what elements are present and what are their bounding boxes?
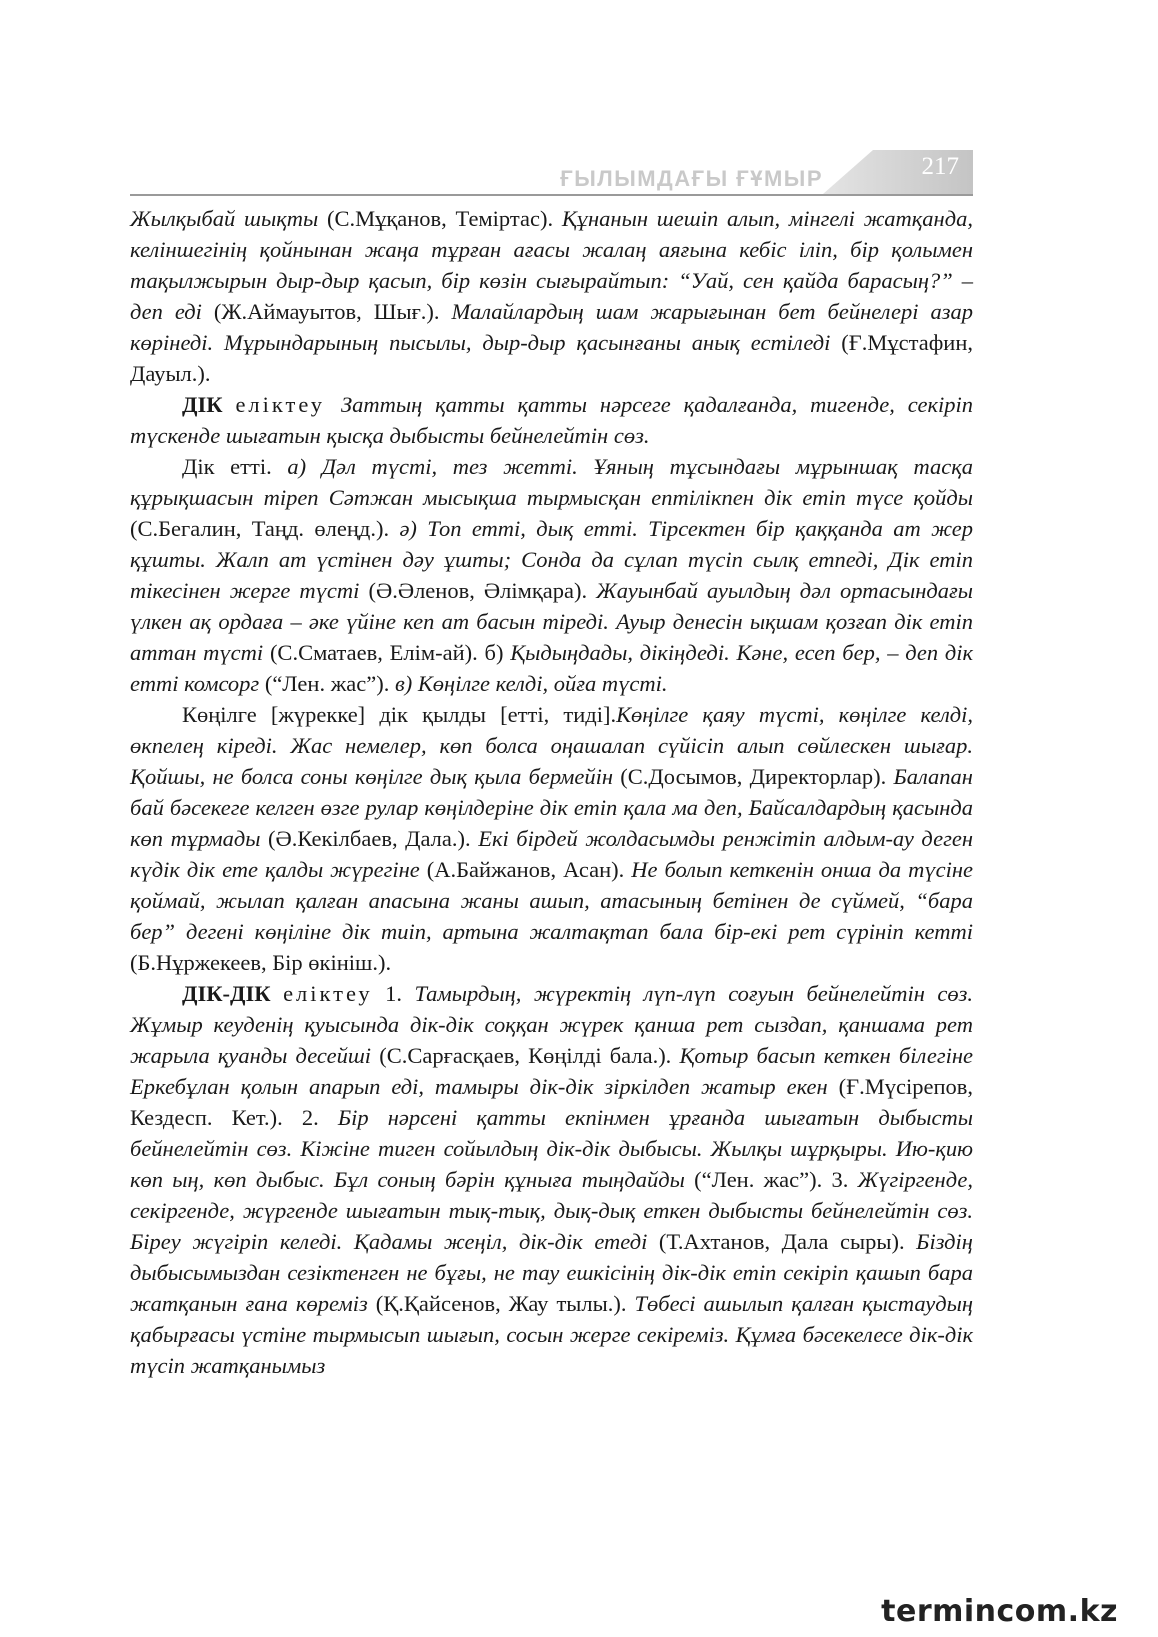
text-run: Біздің дыбысымыздан сезіктенген не бұғы, не тау ешкісінің дік-дік етіп секіріп қашып бара жатқанын ғана көреміз [130, 1229, 973, 1316]
text-run: Жауынбай ауылдың дәл ортасындағы үлкен ақ ордаға – әке үйіне кеп ат басын тіреді. Ауыр денесін ықшам қозғап дік етіп аттан түсті [130, 578, 974, 665]
entry-headword: ДІК-ДІК [182, 981, 284, 1006]
text-run: ә) Топ етті, дық етті. Тірсектен бір қаққанда ат жер құшты. Жалп ат үстінен дәу ұшты; Сонда да сұлап түсіп сылқ етпеді, Дік етіп тікесінен жерге түсті [130, 516, 973, 603]
text-run: Бір нәрсені қатты екпінмен ұрғанда шығатын дыбысты бейнелейтін сөз. Кіжіне тиген сойылдың дік-дік дыбысы. Жылқы шұрқыры. Ию-қию көп ың, көп дыбыс. Бұл соның бәрін құныға тыңдайды [130, 1105, 974, 1192]
text-run: (Ғ.Мүсірепов, Кездесп. Кет.). 2. [130, 1074, 973, 1130]
running-head [130, 150, 973, 196]
paragraph [130, 978, 973, 1381]
text-run: в) Көңілге келді, ойға түсті. [394, 671, 668, 696]
paragraph [130, 203, 973, 389]
text-run: Дік етті. [182, 454, 288, 479]
dictionary-body [130, 203, 973, 1381]
part-of-speech: еліктеу [235, 392, 341, 417]
text-run: (Б.Нұржекеев, Бір өкініш.). [130, 950, 392, 975]
paragraph [130, 451, 973, 699]
paragraph [130, 389, 973, 451]
text-run: (С.Бегалин, Таңд. өлеңд.). [130, 516, 400, 541]
page-number: 217 [921, 153, 959, 180]
text-run: (Ә.Әленов, Әлімқара). [368, 578, 597, 603]
text-run: (С.Досымов, Директорлар). [620, 764, 894, 789]
text-run: Көңілге қаяу түсті, көңілге келді, өкпелең кіреді. Жас немелер, көп болса оңашалап сүйісіп алып сөйлескен шығар. Қойшы, не болса соны көңілге дық қыла бермейін [130, 702, 974, 789]
text-run: Қыдыңдады, дікіңдеді. Кәне, есеп бер, – деп дік етті комсорг [130, 640, 974, 696]
part-of-speech: еліктеу [283, 981, 373, 1006]
text-run: Құнанын шешіп алып, мінгелі жатқанда, келіншегінің қойнынан жаңа тұрған ағасы жалаң аяғына кебіс іліп, бір қолымен тақылжырын дыр-дыр қасып, бір көзін сығырайтып: “Уай, сен қайда барасың?” – деп еді [130, 206, 973, 324]
text-run: Заттың қатты қатты нәрсеге қадалғанда, тигенде, секіріп түскенде шығатын қысқа дыбысты бейнелейтін сөз. [130, 392, 973, 448]
text-run: Төбесі ашылып қалған қыстаудың қабырғасы үстіне тырмысып шығып, сосын жерге секіреміз. Құмға бәсекелесе дік-дік түсіп жатқанымыз [130, 1291, 974, 1378]
header-rule [130, 194, 973, 196]
text-run: Екі бірдей жолдасымды ренжітіп алдым-ау деген күдік дік ете қалды жүрегіне [130, 826, 973, 882]
text-run: Көңілге [жүрекке] дік қылды [етті, тиді]. [182, 702, 617, 727]
text-run: (С.Сматаев, Елім-ай). б) [269, 640, 511, 665]
text-run: (С.Мұқанов, Теміртас). [326, 206, 562, 231]
watermark-logo: termincom.kz [881, 1594, 1118, 1629]
text-run: (Ә.Кекілбаев, Дала.). [268, 826, 479, 851]
text-run: Жылқыбай шықты [130, 206, 327, 231]
text-run: Малайлардың шам жарығынан бет бейнелері азар көрінеді. Мұрындарының пысылы, дыр-дыр қасынғаны анық естіледі [130, 299, 974, 355]
text-run: (“Лен. жас”). [264, 671, 395, 696]
paragraph [130, 699, 973, 978]
text-run: Балапан бай бәсекеге келген өзге рулар көңілдеріне дік етіп қала ма деп, Байсалдардың қасында көп тұрмады [130, 764, 973, 851]
text-run: (Қ.Қайсенов, Жау тылы.). [375, 1291, 635, 1316]
text-run: а) Дәл түсті, тез жетті. Ұяның тұсындағы мұрыншақ тасқа құрықшасын тіреп Сәтжан мысықша тырмысқан ептілікпен дік етіп түсе қойды [130, 454, 973, 510]
text-run: (“Лен. жас”). 3. [694, 1167, 858, 1192]
text-run: (С.Сарғасқаев, Көңілді бала.). [379, 1043, 680, 1068]
text-run: (Ғ.Мұстафин, Дауыл.). [130, 330, 973, 386]
text-run: 1. [372, 981, 415, 1006]
text-run: Жүгіргенде, секіргенде, жүргенде шығатын тық-тық, дық-дық еткен дыбысты бейнелейтін сөз. Біреу жүгіріп келеді. Қадамы жеңіл, дік-дік етеді [130, 1167, 973, 1254]
text-run: (Т.Ахтанов, Дала сыры). [658, 1229, 917, 1254]
text-run: Не болып кеткенін онша да түсіне қоймай, жылап қалған апасына жаны ашып, атасының бетінен де сүймей, “бара бер” дегені көңіліне дік тиіп, артына жалтақтап бала бір-екі рет сүрініп кетті [130, 857, 974, 944]
entry-headword: ДІК [182, 392, 236, 417]
running-head-title: ҒЫЛЫМДАҒЫ ҒҰМЫР [560, 166, 823, 191]
text-run: Тамырдың, жүректің лүп-лүп соғуын бейнелейтін сөз. Жұмыр кеуденің қуысында дік-дік соққан жүрек қанша рет сыздап, қаншама рет жарыла қуанды десейші [130, 981, 973, 1068]
text-run: (Ж.Аймауытов, Шығ.). [213, 299, 452, 324]
text-run: Қотыр басып кеткен білегіне Еркебұлан қолын апарып еді, тамыры дік-дік зіркілдеп жатыр екен [130, 1043, 974, 1099]
text-run: (А.Байжанов, Асан). [426, 857, 632, 882]
